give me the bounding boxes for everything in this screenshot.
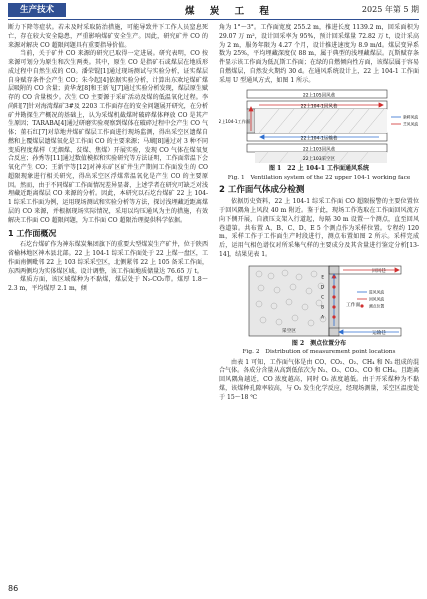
point-label: A	[321, 314, 324, 319]
legend-return-air: 乏风风流	[403, 121, 419, 127]
issue-label: 2025 年第 5 期	[361, 5, 419, 14]
point-label: C	[321, 294, 324, 299]
measurement-points-diagram	[219, 262, 419, 340]
figure-2	[219, 262, 419, 340]
paragraph: 依据历史资料，22 上 104-1 综采工作面 CO 超限报警的主要位置位于回风隅角上风段 40 m 附近。鉴于此，现场工作选取在工作面回风流方向下侧开展，自液压支架入行道起，每隔 30 m 设置一个测点，直至回风巷道第。共布置 A、B、C、D、E 5 个测点作为采样位置。专程约 120 m，采样工作于工作面生产时段进行，测点布置如图 2 所示。采样完成后，运用气相色谱仪对所采集气样的主要成分及其含量进行鉴定分析[13-14]，结果见表 1。	[219, 198, 419, 258]
figure-2-caption-en: Fig. 2 Distribution of measurement point locations	[242, 349, 396, 355]
section-heading: 1 工作面概况	[8, 229, 57, 239]
point-label: D	[320, 284, 324, 289]
figure-1-caption: 图 1 22 上 104-1 工作面通风系统	[268, 165, 370, 173]
paragraph: 角为 1°～3°。工作面宽度 255.2 m，推进长度 1139.2 m，回采面积为 29.07 万 m²，设计回采率为 95%，预计回采煤量 72.82 万 t，设计采高为 2 m，服务年限为 4.27 个月，设计推进速度为 8.9 m/d。煤层变异系数为 25%，平均埋藏深度仅 88 m，属于典型的浅埋藏煤层。瓦斯赋存条件显示该工作面为低瓦斯工作面；在绿的自燃倾向性方面，该煤层属于容易自燃煤层，自然发火期约 30 d。在通风系统设计上，22 上 104-1 工作面采用 U 型通风方式，如图 1 所示。	[219, 24, 419, 84]
paragraph: 当前，关于矿井 CO 来源的研究已取得一定进展。研究表明，CO 按来源可划分为原生和次生两类。其中，原生 CO 是指矿石或煤层在地质形成过程中自然生成的 CO。潘荣锟[1]通过现场测试与实验分析，证实煤层自身赋存条件会产生 CO；朱今起[4]依据实验分析，计算出东欢坨煤矿煤层吸附的 CO 含量；黄华龙[8]和王新飞[7]通过实验分析发现，煤层原生赋存的 CO 含量极少。次生 CO 主要源于采矿活动及煤的低温氧化过程。李尚阳[7]针对海湾煤矿3#及 2203 工作面存在的安全问题展开研究，在分析矿井勘探生产概况的基础上，认为采煤机截煤时破碎煤体释放 CO 是其产生原因；TARABA[4]通过研磨实验观察到煤体在破碎过程中会产生 CO 气体；董石红[7]对草地井煤矿煤层工作面进行现场监测，得出采空区遗煤自燃和上覆煤层遗煤氧化是工作面 CO 的主要来源；马瑚[8]通过对 3 种不同变质程度煤样（无烟煤、贫煤、焦煤）开展实验，发现 CO 气体在煤氧复合反应；孙秀等[11]通过数值模拟和实验研究等方法证明，工作面常温下会氧化产生 CO；王新宇等[12]对神东矿区矿井生产期间工作面发生的 CO 超限现象进行相关研究，得出采空区浮煤常温氧化是产生 CO 的主要原因。然而，由于不同煤矿工作面情况差异显著，上述学者在研究可缺乏对浅埋藏近距离煤层 CO 来源的分析。因此，本研究以石圪台煤矿 22 上 104-1 综采工作面为例，运用现场测试和实验分析等方法，探讨浅埋藏近距离煤层的 CO 来源，并根据现场实际情况，采用以均压通风为主的措施，有效解决工作面 CO 超限问题，为工作面 CO 超限治理提供科学依据。	[8, 50, 208, 224]
gob-label: 22上103采空区	[302, 157, 336, 163]
page-header	[0, 0, 427, 20]
intake-roadway-label: 运输巷	[372, 330, 386, 336]
paragraph: 由表 1 可知，工作面气体是由 CO、CO₂、O₂、CH₄ 和 N₂ 组成的混合气体。各成分含量从高到低依次为 N₂、O₂、CO₂、CO 和 CH₄。且距离回风隅角越近，CO 浓度越高，同时 O₂ 浓度越低。由于开采煤种为不黏煤，该煤种孔隙率较高，与 O₂ 发生化学反应，经现场测量，采空区温度处于 15～18 ℃	[219, 358, 419, 401]
section-heading: 2 工作面气体成分检测	[219, 185, 305, 196]
legend-point: 测点位置	[369, 303, 385, 308]
face-label: 22上104-1工作面	[219, 119, 251, 125]
roadway-label: 22上103回风巷	[302, 147, 336, 153]
header-rule	[8, 19, 419, 20]
figure-1-caption-en: Fig. 1 Ventilation system of the 22 upper 104-1 working face	[227, 174, 411, 181]
right-column	[219, 24, 419, 402]
figure-1	[219, 87, 419, 165]
ventilation-diagram	[219, 87, 419, 165]
paragraph: 石圪台煤矿作为神东煤炭集团旗下的重要大型煤炭生产矿井，位于陕西省榆林地区神木县北部。22 上 104-1 综采工作面处于 22 上煤一盘区，工作面南侧毗邻 22 上 103 综采采空区，北侧紧邻 22 上 105 备采工作面，东西两侧均为实体煤区域。设计调整，该工作面地质储量达 76.65 万 t。	[8, 241, 208, 275]
page-number: 86	[8, 584, 19, 593]
roadway-label: 22上105回风巷	[302, 93, 336, 99]
left-column	[8, 24, 208, 294]
legend-fresh-air: 新鲜风流	[403, 114, 419, 120]
figure-2-caption: 图 2 测点位置分布	[291, 339, 347, 347]
face-label: 工作面	[346, 302, 361, 308]
paragraph: 煤质方面，该区域煤种为不黏煤，煤层处于 N₂-CO₂带。煤厚 1.8～2.3 m，平均煤厚 2.1 m，倾	[8, 276, 208, 292]
section-tag: 生产技术	[8, 3, 66, 17]
return-roadway-label: 回风巷	[372, 268, 386, 274]
gob-label: 采空区	[281, 328, 297, 334]
legend-intake: 进风风流	[369, 289, 385, 294]
legend-return: 回风风流	[369, 296, 385, 301]
paragraph: 断力下降等症状。若未及时采取防治措施，可能导致井下工作人员窒息死亡，存在较大安全隐患，严重影响煤矿安全生产。因此，研究矿井 CO 的来源对解决 CO 超限问题具有重要指导价值。	[8, 24, 208, 49]
point-label: E	[321, 274, 324, 279]
journal-title: 煤 炭 工 程	[185, 6, 275, 17]
roadway-label: 22上104-1运输巷	[300, 136, 338, 142]
roadway-label: 22上104-1回风巷	[300, 104, 338, 110]
point-label: B	[321, 304, 324, 309]
